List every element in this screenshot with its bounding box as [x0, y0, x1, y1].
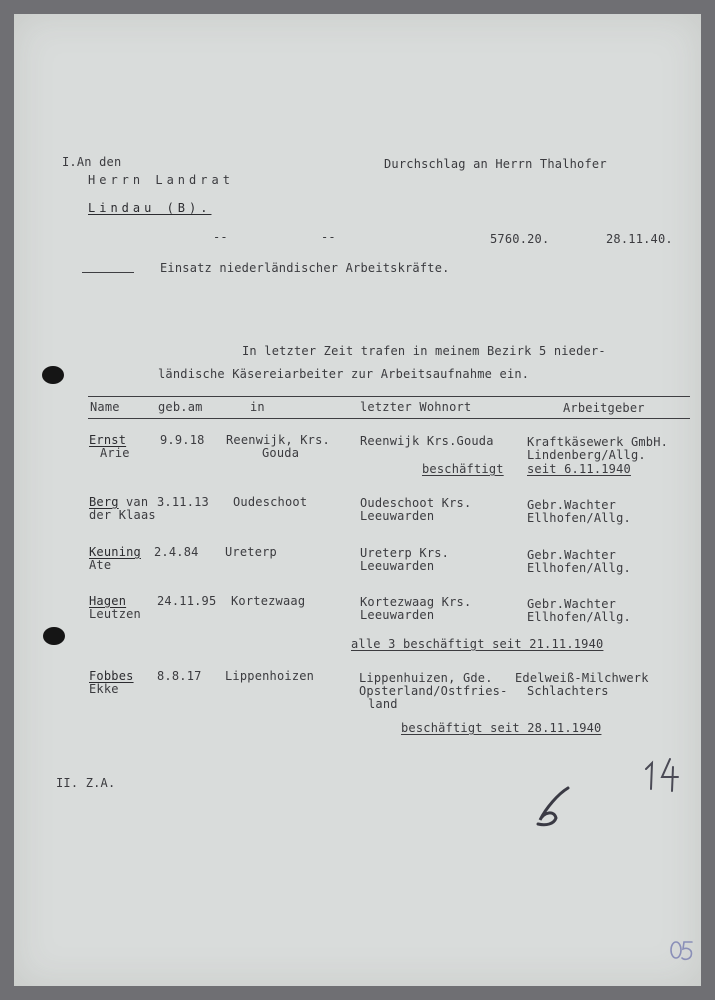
handwritten-page-number — [640, 755, 686, 793]
row-born: 2.4.84 — [154, 545, 199, 559]
row-place: Ureterp — [225, 545, 277, 559]
corner-archive-mark — [668, 936, 696, 962]
row-given-name: der Klaas — [89, 508, 156, 522]
row-employer-location: Ellhofen/Allg. — [527, 610, 631, 624]
row-surname-prefix: van — [126, 495, 149, 509]
col-header-residence: letzter Wohnort — [360, 400, 472, 414]
row-given-name: Ekke — [89, 682, 119, 696]
row-residence-suffix: land — [368, 697, 398, 711]
addressee-line1: I.An den — [62, 155, 122, 169]
row-surname: Fobbes — [89, 669, 134, 683]
row-surname: Ernst — [89, 433, 127, 447]
row-residence-district: Leeuwarden — [360, 509, 435, 523]
subject-line: Einsatz niederländischer Arbeitskräfte. — [160, 261, 450, 275]
row-employer: Gebr.Wachter — [527, 498, 617, 512]
body-line2: ländische Käsereiarbeiter zur Arbeitsaufnahme ein. — [158, 367, 530, 381]
punch-hole-top — [42, 366, 64, 384]
col-header-employer: Arbeitgeber — [563, 401, 645, 415]
row-employer-location: Ellhofen/Allg. — [527, 561, 631, 575]
row-place-district: Gouda — [262, 446, 300, 460]
row-residence-district: Leeuwarden — [360, 559, 435, 573]
row-surname: Berg — [89, 495, 119, 509]
row-residence: Oudeschoot Krs. — [360, 496, 472, 510]
dash-1: -- — [213, 230, 228, 244]
col-header-born: geb.am — [158, 400, 203, 414]
dash-2: -- — [321, 230, 336, 244]
row-employed-label: beschäftigt — [422, 462, 504, 476]
row-employer-location: Lindenberg/Allg. — [527, 448, 646, 462]
punch-hole-bottom — [43, 627, 65, 645]
row-employer: Edelweiß-Milchwerk — [515, 671, 649, 685]
reference-number: 5760.20. — [490, 232, 550, 246]
row-residence: Kortezwaag Krs. — [360, 595, 472, 609]
row-residence-region: Opsterland/Ostfries- — [359, 684, 508, 698]
row-employed-since: seit 6.11.1940 — [527, 462, 631, 476]
row-employed-since: beschäftigt seit 28.11.1940 — [401, 721, 602, 735]
col-header-place: in — [250, 400, 265, 414]
row-employer-location: Schlachters — [527, 684, 609, 698]
row-born: 9.9.18 — [160, 433, 205, 447]
row-employer: Gebr.Wachter — [527, 597, 617, 611]
row-born: 3.11.13 — [157, 495, 209, 509]
col-header-name: Name — [90, 400, 120, 414]
body-line1: In letzter Zeit trafen in meinem Bezirk 5 nieder- — [242, 344, 606, 358]
row-employer: Kraftkäsewerk GmbH. — [527, 435, 669, 449]
table-header-rule — [88, 418, 690, 419]
row-place: Lippenhoizen — [225, 669, 315, 683]
row-place: Kortezwaag — [231, 594, 306, 608]
row-born: 24.11.95 — [157, 594, 217, 608]
row-employer: Gebr.Wachter — [527, 548, 617, 562]
row-residence-district: Leeuwarden — [360, 608, 435, 622]
row-place: Reenwijk, Krs. — [226, 433, 330, 447]
row-place: Oudeschoot — [233, 495, 308, 509]
row-born: 8.8.17 — [157, 669, 202, 683]
filing-note: II. Z.A. — [56, 776, 116, 790]
row-surname: Hagen — [89, 594, 127, 608]
row-residence: Ureterp Krs. — [360, 546, 450, 560]
handwritten-mark — [528, 782, 578, 832]
copy-note: Durchschlag an Herrn Thalhofer — [384, 157, 607, 171]
row-residence: Lippenhuizen, Gde. — [359, 671, 493, 685]
row-given-name: Arie — [100, 446, 130, 460]
row-employer-location: Ellhofen/Allg. — [527, 511, 631, 525]
letter-date: 28.11.40. — [606, 232, 673, 246]
subject-rule — [82, 272, 134, 273]
addressee-line2: Herrn Landrat — [88, 173, 234, 187]
table-top-rule — [88, 396, 690, 397]
row-given-name: Leutzen — [89, 607, 141, 621]
row-given-name: Ate — [89, 558, 112, 572]
row-surname: Keuning — [89, 545, 141, 559]
row-residence: Reenwijk Krs.Gouda — [360, 434, 494, 448]
addressee-city: Lindau (B). — [88, 201, 212, 215]
group-employment-note: alle 3 beschäftigt seit 21.11.1940 — [351, 637, 604, 651]
